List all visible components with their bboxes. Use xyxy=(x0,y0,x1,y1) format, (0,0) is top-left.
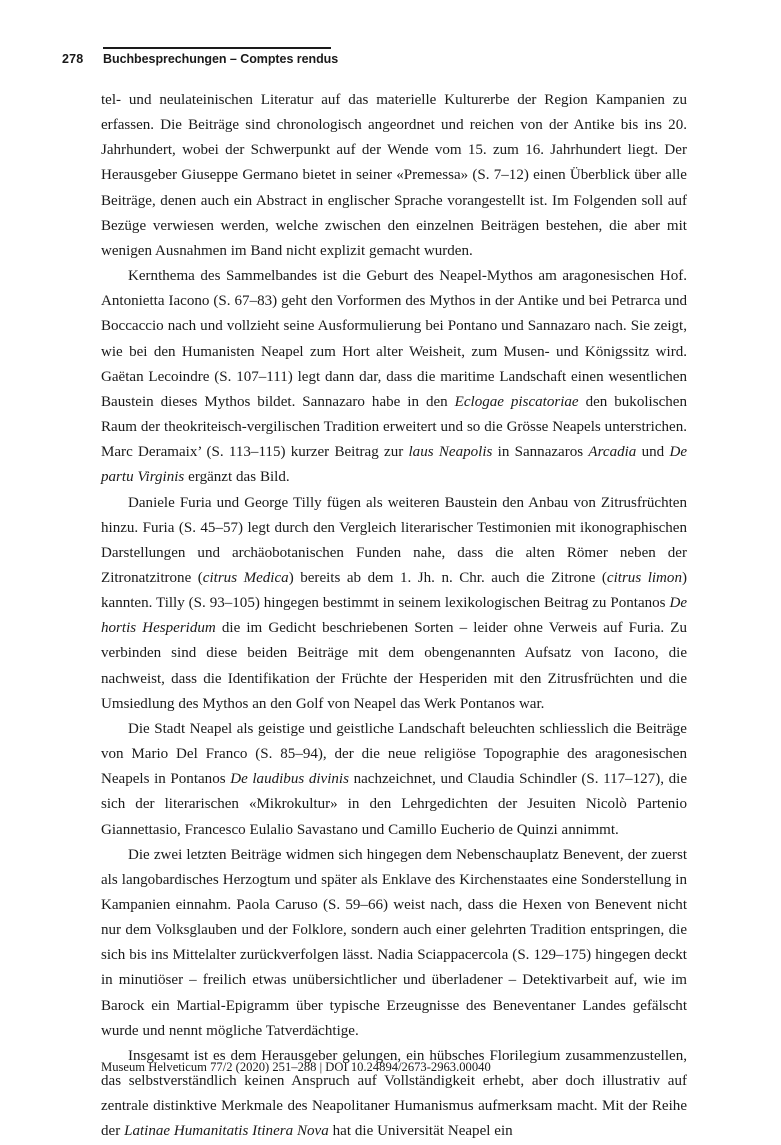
italic-title: Arcadia xyxy=(588,444,637,461)
running-head xyxy=(62,46,722,72)
italic-title: De laudibus divinis xyxy=(230,771,349,788)
italic-title: Latinae Humanitatis Itinera Nova xyxy=(124,1123,329,1140)
italic-title: Eclogae piscatoriae xyxy=(454,393,579,410)
running-head-title: Buchbesprechungen – Comptes rendus xyxy=(103,52,339,66)
italic-title: laus Neapolis xyxy=(408,444,493,461)
body-text-column xyxy=(101,88,687,1145)
page-number: 278 xyxy=(62,52,84,66)
italic-title: De partu Virginis xyxy=(101,444,687,486)
italic-title: citrus limon xyxy=(606,569,682,586)
italic-title: citrus Medica xyxy=(202,569,289,586)
paragraph: Insgesamt ist es dem Herausgeber gelungen, ein hübsches Florilegium zusammenzustellen, das selbstverständlich keinen Anspruch auf Vollständigkeit erhebt, aber doch illustrativ auf zentrale distinktive Merkmale des Neapolitaner Humanismus aufmerksam macht. Mit der Reihe der Latinae Humanitatis Itinera Nova hat die Universität Neapel ein xyxy=(101,1047,687,1140)
paragraph: Die Stadt Neapel als geistige und geistliche Landschaft beleuchten schliesslich die Beiträge von Mario Del Franco (S. 85–94), der die neue religiöse Topographie des aragonesischen Neapels in Pontanos De laudibus divinis nachzeichnet, und Claudia Schindler (S. 117–127), die sich der literarischen «Mikrokultur» in den Lehrgedichten der Jesuiten Nicolò Partenio Giannettasio, Francesco Eulalio Savastano und Camillo Eucherio de Quinzi annimmt. xyxy=(101,720,687,838)
paragraph: tel- und neulateinischen Literatur auf das materielle Kulturerbe der Region Kampanien zu erfassen. Die Beiträge sind chronologisch angeordnet und reichen von der Antike bis ins 20. Jahrhundert, wobei der Schwerpunkt auf der Wende vom 15. zum 16. Jahrhundert liegt. Der Herausgeber Giuseppe Germano bietet in seiner «Premessa» (S. 7–12) einen Überblick über alle Beiträge, denen auch ein Abstract in englischer Sprache vorangestellt ist. Im Folgenden soll auf Bezüge verwiesen werden, welche zwischen den einzelnen Beiträgen bestehen, die aber mit wenigen Ausnahmen im Band nicht explizit gemacht wurden. xyxy=(101,92,687,259)
header-rule xyxy=(103,47,331,49)
paragraph: Daniele Furia und George Tilly fügen als weiteren Baustein den Anbau von Zitrusfrüchten hinzu. Furia (S. 45–57) legt durch den Vergleich literarischer Testimonien mit ikonographischen Darstellungen und archäobotanischen Funden nahe, dass die alten Römer neben der Zitronatzitrone (citrus Medica) bereits ab dem 1. Jh. n. Chr. auch die Zitrone (citrus limon) kannten. Tilly (S. 93–105) hingegen bestimmt in seinem lexikologischen Beitrag zu Pontanos De hortis Hesperidum die im Gedicht beschriebenen Sorten – leider ohne Verweis auf Furia. Zu verbinden sind diese beiden Beiträge mit dem obengenannten Aufsatz von Iacono, die nachweist, dass die Identifikation der Früchte der Hesperiden mit den Zitrusfrüchten und die Umsiedlung des Mythos an den Golf von Neapel das Werk Pontanos war. xyxy=(101,494,687,712)
footer-citation: Museum Helveticum 77/2 (2020) 251–288 | DOI 10.24894/2673-2963.00040 xyxy=(101,1060,491,1074)
paragraph: Die zwei letzten Beiträge widmen sich hingegen dem Nebenschauplatz Benevent, der zuerst als langobardisches Herzogtum und später als Enklave des Kirchenstaates eine Sonderstellung in Kampanien einnahm. Paola Caruso (S. 59–66) weist nach, dass die Hexen von Benevent nicht nur dem Volksglauben und der Folklore, sondern auch einer gelehrten Tradition entspringen, die sich bis ins Mittelalter zurückverfolgen lässt. Nadia Sciappacercola (S. 129–175) hingegen deckt in minutiöser – freilich etwas unübersichtlicher und überladener – Detektivarbeit auf, wie im Barock ein Martial-Epigramm über typische Erzeugnisse des Beneventaner Landes gefälscht wurde und nennt mögliche Tatverdächtige. xyxy=(101,846,687,1039)
paragraph: Kernthema des Sammelbandes ist die Geburt des Neapel-Mythos am aragonesischen Hof. Antonietta Iacono (S. 67–83) geht den Vorformen des Mythos in der Antike und bei Petrarca und Boccaccio nach und vollzieht seine Ausformulierung bei Pontano und Sannazaro nach. Sie zeigt, wie bei den Humanisten Neapel zum Hort alter Weisheit, zum Musen- und Königssitz wird. Gaëtan Lecoindre (S. 107–111) legt dann dar, dass die maritime Landschaft einen wesentlichen Baustein dieses Mythos bildet. Sannazaro habe in den Eclogae piscatoriae den bukolischen Raum der theokriteisch-vergilischen Tradition erweitert und so die Grösse Neapels unterstrichen. Marc Deramaix’ (S. 113–115) kurzer Beitrag zur laus Neapolis in Sannazaros Arcadia und De partu Virginis ergänzt das Bild. xyxy=(101,268,687,486)
italic-title: De hortis Hesperidum xyxy=(101,595,687,637)
